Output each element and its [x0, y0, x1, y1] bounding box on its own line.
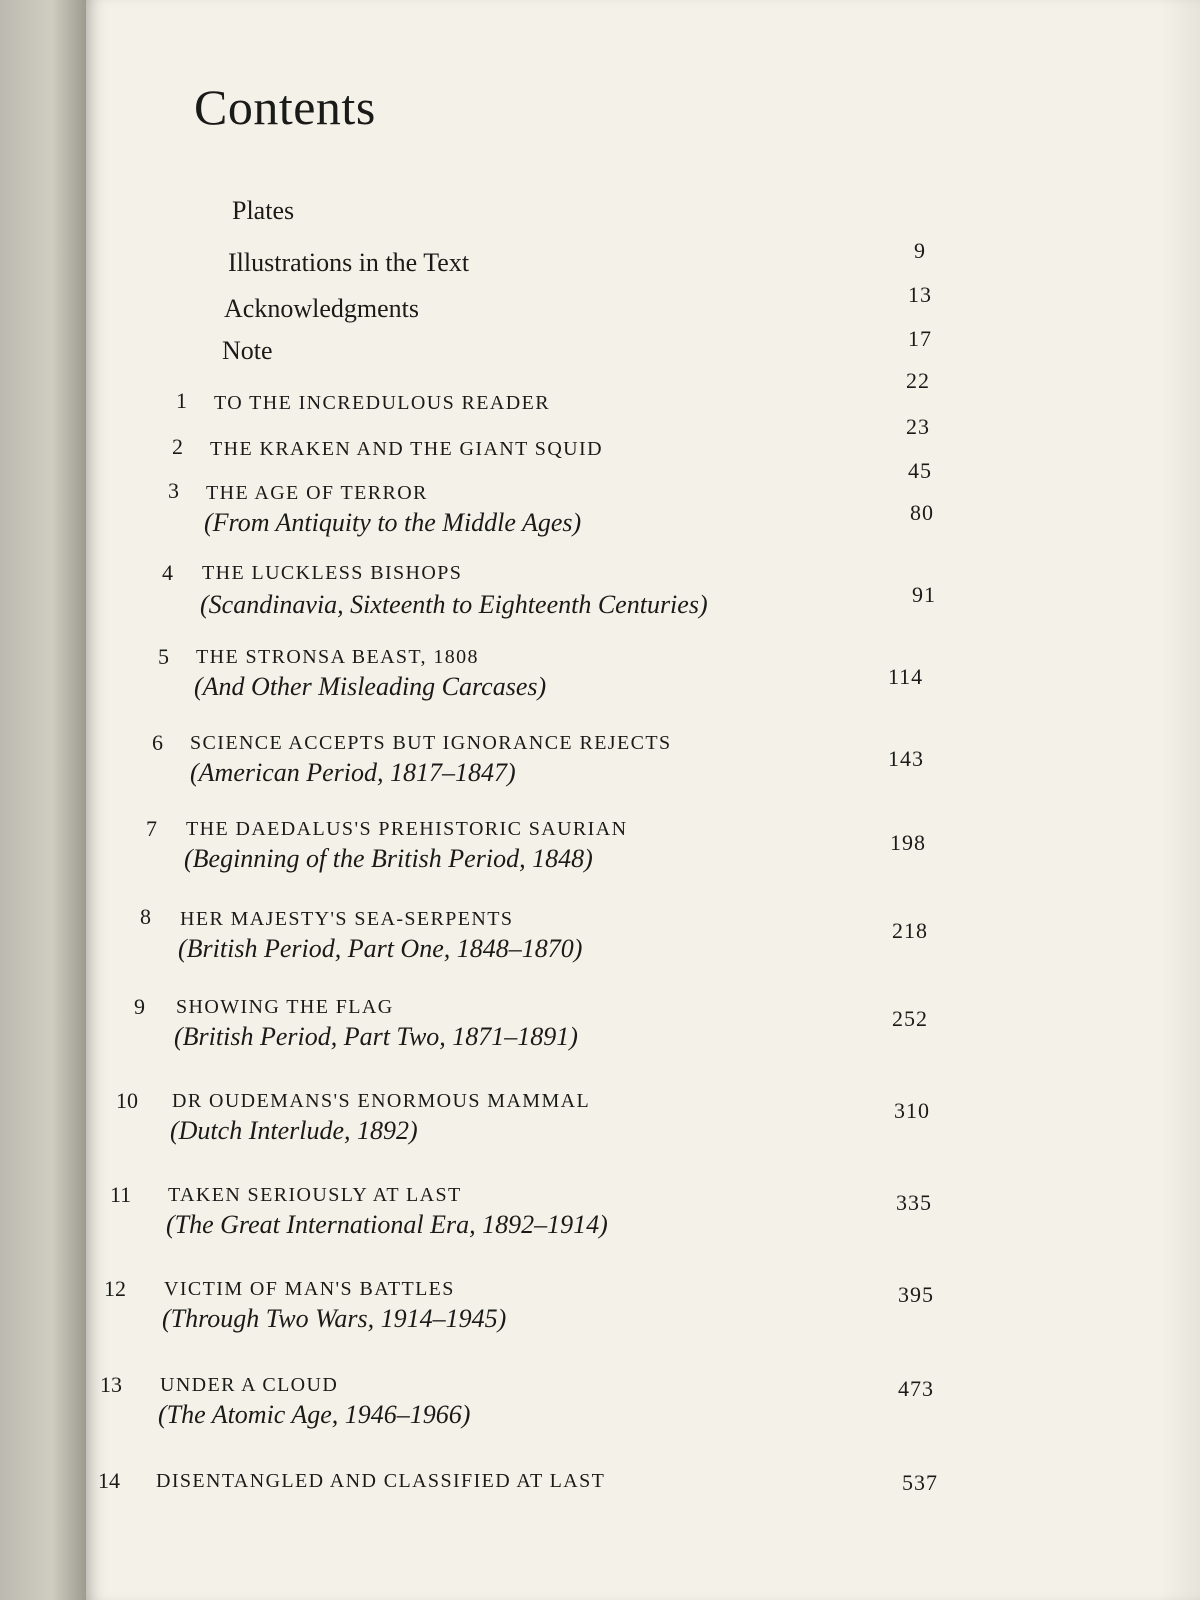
chapter-page: 335 — [896, 1190, 932, 1215]
chapter-subtitle: (British Period, Part Two, 1871–1891) — [174, 1022, 578, 1051]
front-matter-label: Note — [222, 336, 273, 365]
chapter-page: 218 — [892, 918, 928, 943]
chapter-subtitle: (Dutch Interlude, 1892) — [170, 1116, 418, 1145]
chapter-number: 8 — [140, 904, 151, 929]
front-matter-page: 9 — [914, 238, 926, 263]
chapter-subtitle: (From Antiquity to the Middle Ages) — [204, 508, 582, 537]
chapter-number: 3 — [168, 478, 179, 503]
chapter-number: 14 — [98, 1468, 120, 1493]
chapter-number: 12 — [104, 1276, 126, 1301]
chapter-title: UNDER A CLOUD — [160, 1374, 339, 1396]
chapter-page: 252 — [892, 1006, 928, 1031]
chapter-subtitle: (The Great International Era, 1892–1914) — [166, 1210, 608, 1239]
chapter-page: 473 — [898, 1376, 934, 1401]
chapter-title: THE LUCKLESS BISHOPS — [202, 562, 463, 584]
chapter-page: 45 — [908, 458, 932, 483]
chapter-title: TO THE INCREDULOUS READER — [214, 392, 550, 414]
facing-page-edge — [0, 0, 86, 1600]
chapter-title: THE STRONSA BEAST, 1808 — [196, 646, 479, 668]
chapter-subtitle: (British Period, Part One, 1848–1870) — [178, 934, 583, 963]
front-matter-label: Plates — [232, 196, 295, 225]
chapter-number: 6 — [152, 730, 163, 755]
page-title: Contents — [194, 79, 376, 135]
page-shading — [1160, 0, 1200, 1600]
chapter-number: 2 — [172, 434, 183, 459]
chapter-subtitle: (And Other Misleading Carcases) — [194, 672, 547, 701]
chapter-number: 11 — [110, 1182, 132, 1207]
chapter-subtitle: (The Atomic Age, 1946–1966) — [158, 1400, 471, 1429]
chapter-page: 91 — [912, 582, 936, 607]
chapter-number: 13 — [100, 1372, 122, 1397]
front-matter-page: 13 — [908, 282, 932, 307]
chapter-page: 537 — [902, 1470, 938, 1495]
chapter-title: HER MAJESTY'S SEA-SERPENTS — [180, 908, 514, 930]
chapter-title: THE DAEDALUS'S PREHISTORIC SAURIAN — [186, 818, 628, 840]
chapter-number: 10 — [116, 1088, 138, 1113]
chapter-number: 4 — [162, 560, 173, 585]
chapter-page: 395 — [898, 1282, 934, 1307]
chapter-title: THE AGE OF TERROR — [206, 482, 428, 504]
chapter-title: SCIENCE ACCEPTS BUT IGNORANCE REJECTS — [190, 732, 672, 754]
chapter-subtitle: (American Period, 1817–1847) — [190, 758, 516, 787]
chapter-title: DISENTANGLED AND CLASSIFIED AT LAST — [156, 1470, 606, 1492]
chapter-number: 5 — [158, 644, 169, 669]
chapter-subtitle: (Beginning of the British Period, 1848) — [184, 844, 593, 873]
chapter-subtitle: (Scandinavia, Sixteenth to Eighteenth Centuries) — [200, 590, 708, 619]
chapter-title: SHOWING THE FLAG — [176, 996, 394, 1018]
chapter-number: 7 — [146, 816, 157, 841]
chapter-page: 80 — [910, 500, 934, 525]
front-matter-label: Illustrations in the Text — [228, 248, 470, 277]
chapter-title: VICTIM OF MAN'S BATTLES — [164, 1278, 455, 1300]
chapter-title: THE KRAKEN AND THE GIANT SQUID — [210, 438, 603, 460]
chapter-number: 9 — [134, 994, 145, 1019]
chapter-subtitle: (Through Two Wars, 1914–1945) — [162, 1304, 507, 1333]
chapter-page: 143 — [888, 746, 924, 771]
contents-page — [86, 0, 1200, 1600]
front-matter-label: Acknowledgments — [224, 294, 419, 323]
chapter-page: 310 — [894, 1098, 930, 1123]
front-matter-page: 17 — [908, 326, 932, 351]
front-matter-page: 22 — [906, 368, 930, 393]
chapter-number: 1 — [176, 388, 187, 413]
chapter-page: 198 — [890, 830, 926, 855]
chapter-page: 114 — [888, 664, 924, 689]
chapter-title: TAKEN SERIOUSLY AT LAST — [168, 1184, 462, 1206]
chapter-page: 23 — [906, 414, 930, 439]
chapter-title: DR OUDEMANS'S ENORMOUS MAMMAL — [172, 1090, 591, 1112]
